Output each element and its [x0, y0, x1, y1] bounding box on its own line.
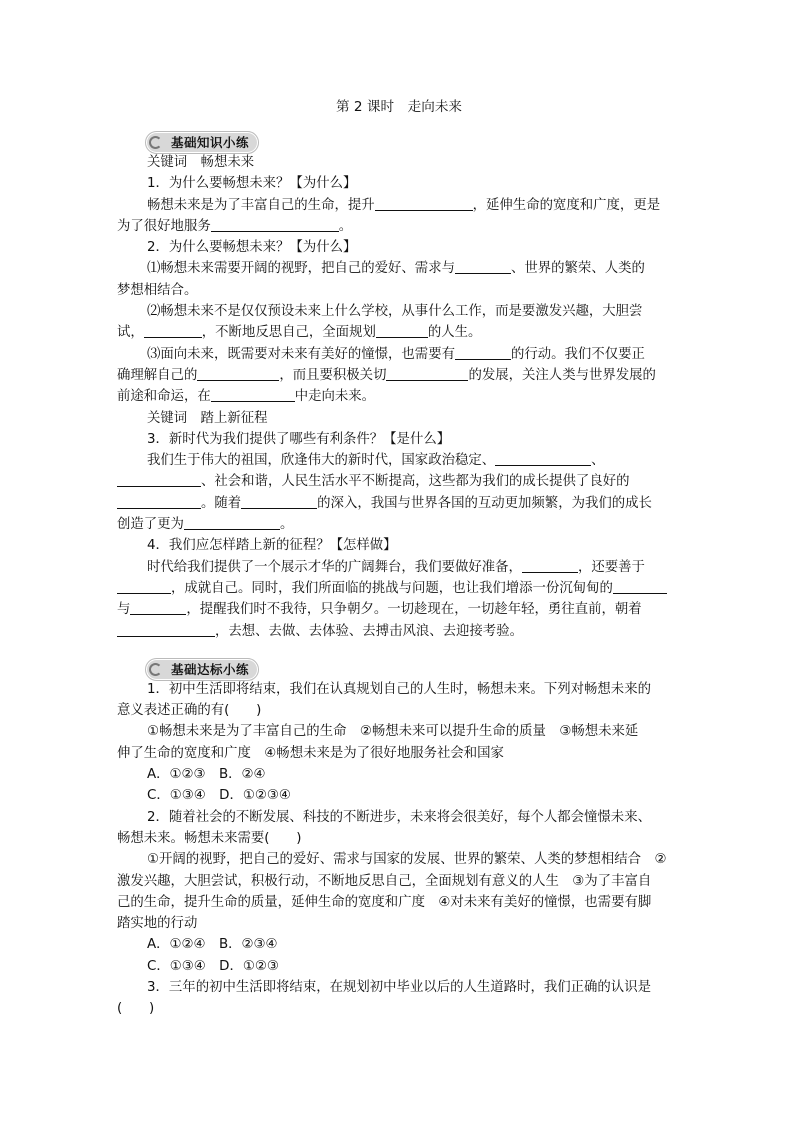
- question-statements: 激发兴趣，大胆尝试，积极行动，不断地反思自己，全面规划有意义的人生 ③为了丰富自: [117, 873, 652, 889]
- question-stem: 意义表述正确的有( ): [117, 703, 262, 719]
- fill-paragraph: 试， ，不断地反思自己，全面规划 的人生。: [117, 325, 482, 341]
- fill-paragraph: 与 ，提醒我们时不我待，只争朝夕。一切趁现在，一切趁年轻，勇往直前，朝着: [117, 602, 642, 618]
- worksheet-page: [117, 95, 677, 1020]
- question-heading: 2．为什么要畅想未来？【为什么】: [147, 240, 357, 256]
- fill-paragraph: 、社会和谐，人民生活水平不断提高，这些都为我们的成长提供了良好的: [117, 471, 677, 492]
- fill-paragraph: 畅想未来是为了丰富自己的生命，提升 ，延伸生命的宽度和广度，更是: [147, 197, 661, 213]
- answer-blank[interactable]: [117, 579, 171, 594]
- answer-blank[interactable]: [455, 345, 511, 360]
- fill-paragraph: ，成就自己。同时，我们所面临的挑战与问题，也让我们增添一份沉甸甸的: [117, 578, 677, 599]
- fill-paragraph: 创造了更为 。: [117, 517, 294, 533]
- keyword-heading: 关键词 畅想未来: [147, 155, 255, 170]
- question-stem: 1．初中生活即将结束，我们在认真规划自己的人生时，畅想未来。下列对畅想未来的: [147, 681, 651, 697]
- section-badge-basic-standard: 基础达标小练: [147, 660, 257, 679]
- question-stem: 3．三年的初中生活即将结束，在规划初中毕业以后的人生道路时，我们正确的认识是: [147, 979, 651, 995]
- question-heading: 4．我们应怎样踏上新的征程？【怎样做】: [147, 538, 397, 554]
- answer-blank[interactable]: [211, 387, 295, 402]
- answer-blank[interactable]: [130, 600, 186, 615]
- answer-blank[interactable]: [184, 515, 280, 530]
- question-statements: ①畅想未来是为了丰富自己的生命 ②畅想未来可以提升生命的质量 ③畅想未来延: [147, 724, 639, 740]
- fill-paragraph: 时代给我们提供了一个展示才华的广阔舞台，我们要做好准备， ，还要善于: [147, 559, 645, 575]
- answer-blank[interactable]: [455, 259, 511, 274]
- question-heading: 3．新时代为我们提供了哪些有利条件？【是什么】: [147, 431, 451, 447]
- question-statements: 踏实地的行动: [117, 916, 198, 932]
- question-heading: 1．为什么要畅想未来？【为什么】: [147, 176, 357, 192]
- fill-paragraph: ，去想、去做、去体验、去搏击风浪、去迎接考验。: [117, 621, 677, 642]
- answer-options[interactable]: C．①③④ D．①②③: [147, 958, 279, 974]
- fill-paragraph: ⑴畅想未来需要开阔的视野，把自己的爱好、需求与 、世界的繁荣、人类的: [147, 261, 645, 277]
- answer-blank[interactable]: [376, 323, 428, 338]
- answer-blank[interactable]: [211, 217, 339, 232]
- answer-blank[interactable]: [197, 366, 279, 381]
- question-statements: ①开阔的视野，把自己的爱好、需求与国家的发展、世界的繁荣、人类的梦想相结合 ②: [147, 852, 667, 868]
- keyword-heading: 关键词 踏上新征程: [147, 410, 268, 426]
- answer-blank[interactable]: [117, 494, 201, 509]
- fill-paragraph: 梦想相结合。: [117, 282, 198, 298]
- lesson-title: 第 2 课时 走向未来: [335, 99, 463, 115]
- fill-paragraph: ⑶面向未来，既需要对未来有美好的憧憬，也需要有 的行动。我们不仅要正: [147, 346, 645, 362]
- answer-blank[interactable]: [117, 472, 201, 487]
- answer-blank[interactable]: [117, 622, 215, 637]
- fill-paragraph: 我们生于伟大的祖国，欣逢伟大的新时代，国家政治稳定、 、: [147, 453, 605, 469]
- answer-options[interactable]: C．①③④ D．①②③④: [147, 788, 291, 804]
- fill-paragraph: 前途和命运，在 中走向未来。: [117, 389, 376, 405]
- answer-options[interactable]: A．①②③ B．②④: [147, 767, 266, 783]
- answer-options[interactable]: A．①②④ B．②③④: [147, 937, 278, 953]
- question-statements: 己的生命，提升生命的质量，延伸生命的宽度和广度 ④对未来有美好的憧憬，也需要有脚: [117, 894, 652, 910]
- section-badge-basic-knowledge: 基础知识小练: [147, 133, 257, 152]
- answer-blank[interactable]: [375, 196, 473, 211]
- fill-paragraph: 为了很好地服务 。: [117, 218, 353, 234]
- question-statements: 伸了生命的宽度和广度 ④畅想未来是为了很好地服务社会和国家: [117, 745, 504, 761]
- question-stem: ( ): [117, 1001, 155, 1017]
- question-stem: 2．随着社会的不断发展、科技的不断进步，未来将会很美好，每个人都会憧憬未来、: [147, 809, 651, 825]
- basic-knowledge-section: [117, 133, 677, 642]
- fill-paragraph: ⑵畅想未来不是仅仅预设未来上什么学校，从事什么工作，而是要激发兴趣，大胆尝: [147, 304, 643, 320]
- answer-blank[interactable]: [522, 558, 578, 573]
- answer-blank[interactable]: [144, 323, 202, 338]
- answer-blank[interactable]: [386, 366, 468, 381]
- answer-blank[interactable]: [495, 451, 591, 466]
- fill-paragraph: 。随着 的深入，我国与世界各国的互动更加频繁，为我们的成长: [117, 493, 677, 514]
- basic-standard-section: [117, 660, 677, 1020]
- question-stem: 畅想未来。畅想未来需要( ): [117, 830, 302, 846]
- answer-blank[interactable]: [613, 579, 667, 594]
- answer-blank[interactable]: [241, 494, 317, 509]
- fill-paragraph: 确理解自己的 ，而且要积极关切 的发展，关注人类与世界发展的: [117, 367, 656, 383]
